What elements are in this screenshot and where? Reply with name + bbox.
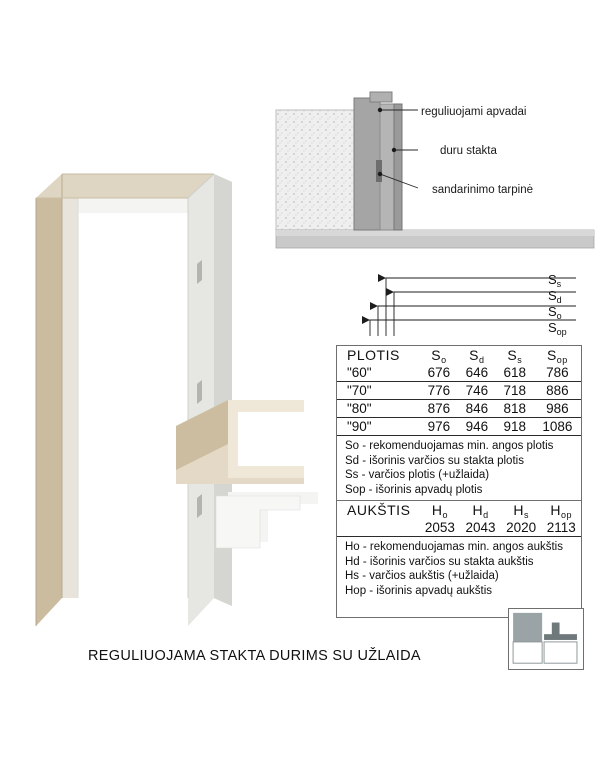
callout-duru-stakta: duru stakta [440, 145, 497, 157]
height-table [336, 500, 582, 618]
height-cell-ho: 2053 [420, 519, 461, 537]
width-table-header-plotis: PLOTIS [347, 347, 400, 363]
width-cell-sop: 886 [534, 382, 581, 400]
width-cell-so: 676 [420, 364, 458, 382]
width-cell-ss: 718 [496, 382, 534, 400]
height-row-label [337, 519, 420, 537]
table-row [337, 364, 581, 382]
table-row [337, 519, 581, 537]
width-table-grid [337, 346, 581, 436]
width-cell-sd: 846 [458, 400, 496, 418]
legend-line: Hop - išorinis apvadų aukštis [345, 584, 493, 597]
width-cell-sd: 646 [458, 364, 496, 382]
height-table-header-aukstis: AUKŠTIS [347, 502, 411, 518]
legend-line: So - rekomenduojamas min. angos plotis [345, 440, 554, 452]
legend-line: Sd - išorinis varčios su stakta plotis [345, 454, 524, 467]
width-cell-sd: 946 [458, 418, 496, 436]
table-row [337, 382, 581, 400]
height-table-header-hs: $H_s$ [513, 502, 529, 520]
dim-label-so: $S_o$ [548, 304, 562, 321]
width-cell-ss: 918 [496, 418, 534, 436]
width-row-label: "80" [337, 400, 420, 418]
callout-sandarinimo-tarpine: sandarinimo tarpinė [432, 184, 534, 196]
callout-reguliuojami-apvadai: reguliuojami apvadai [421, 106, 527, 118]
legend-line: Hs - varčios aukštis (+užlaida) [345, 570, 499, 582]
profile-icon [509, 609, 583, 669]
width-cell-sop: 786 [534, 364, 581, 382]
width-cell-so: 776 [420, 382, 458, 400]
table-header-row [337, 501, 581, 519]
page-title: REGULIUOJAMA STAKTA DURIMS SU UŽLAIDA [88, 648, 421, 664]
height-cell-hs: 2020 [501, 519, 542, 537]
table-row [337, 418, 581, 436]
dim-label-ss: $S_s$ [548, 272, 562, 289]
width-cell-sd: 746 [458, 382, 496, 400]
table-header-row [337, 346, 581, 364]
width-cell-ss: 818 [496, 400, 534, 418]
dim-label-sop: $S_{op}$ [548, 320, 567, 337]
door-frame-illustration [18, 78, 278, 638]
width-row-label: "70" [337, 382, 420, 400]
width-cell-so: 976 [420, 418, 458, 436]
width-table [336, 345, 582, 503]
legend-line: Sop - išorinis apvadų plotis [345, 483, 483, 496]
height-table-header-ho: $H_o$ [431, 502, 448, 520]
width-row-label: "60" [337, 364, 420, 382]
width-table-header-sop: $S_{op}$ [546, 347, 568, 365]
width-table-legend [337, 436, 581, 501]
height-table-legend [337, 537, 581, 602]
height-table-header-hop: $H_{op}$ [550, 502, 573, 520]
legend-line: Ho - rekomenduojamas min. angos aukštis [345, 541, 563, 553]
width-row-label: "90" [337, 418, 420, 436]
width-cell-ss: 618 [496, 364, 534, 382]
height-table-grid [337, 501, 581, 537]
legend-line: Ss - varčios plotis (+užlaida) [345, 469, 490, 481]
legend-line: Hd - išorinis varčios su stakta aukštis [345, 555, 534, 568]
width-cell-sop: 1086 [534, 418, 581, 436]
width-table-header-ss: $S_s$ [507, 347, 523, 365]
height-cell-hop: 2113 [541, 519, 581, 537]
height-table-header-hd: $H_d$ [472, 502, 489, 520]
width-cell-sop: 986 [534, 400, 581, 418]
logo-box [508, 608, 584, 670]
dim-label-sd: $S_d$ [548, 288, 562, 305]
width-cell-so: 876 [420, 400, 458, 418]
width-table-header-sd: $S_d$ [469, 347, 485, 365]
height-cell-hd: 2043 [460, 519, 501, 537]
table-row [337, 400, 581, 418]
width-table-header-so: $S_o$ [431, 347, 447, 365]
